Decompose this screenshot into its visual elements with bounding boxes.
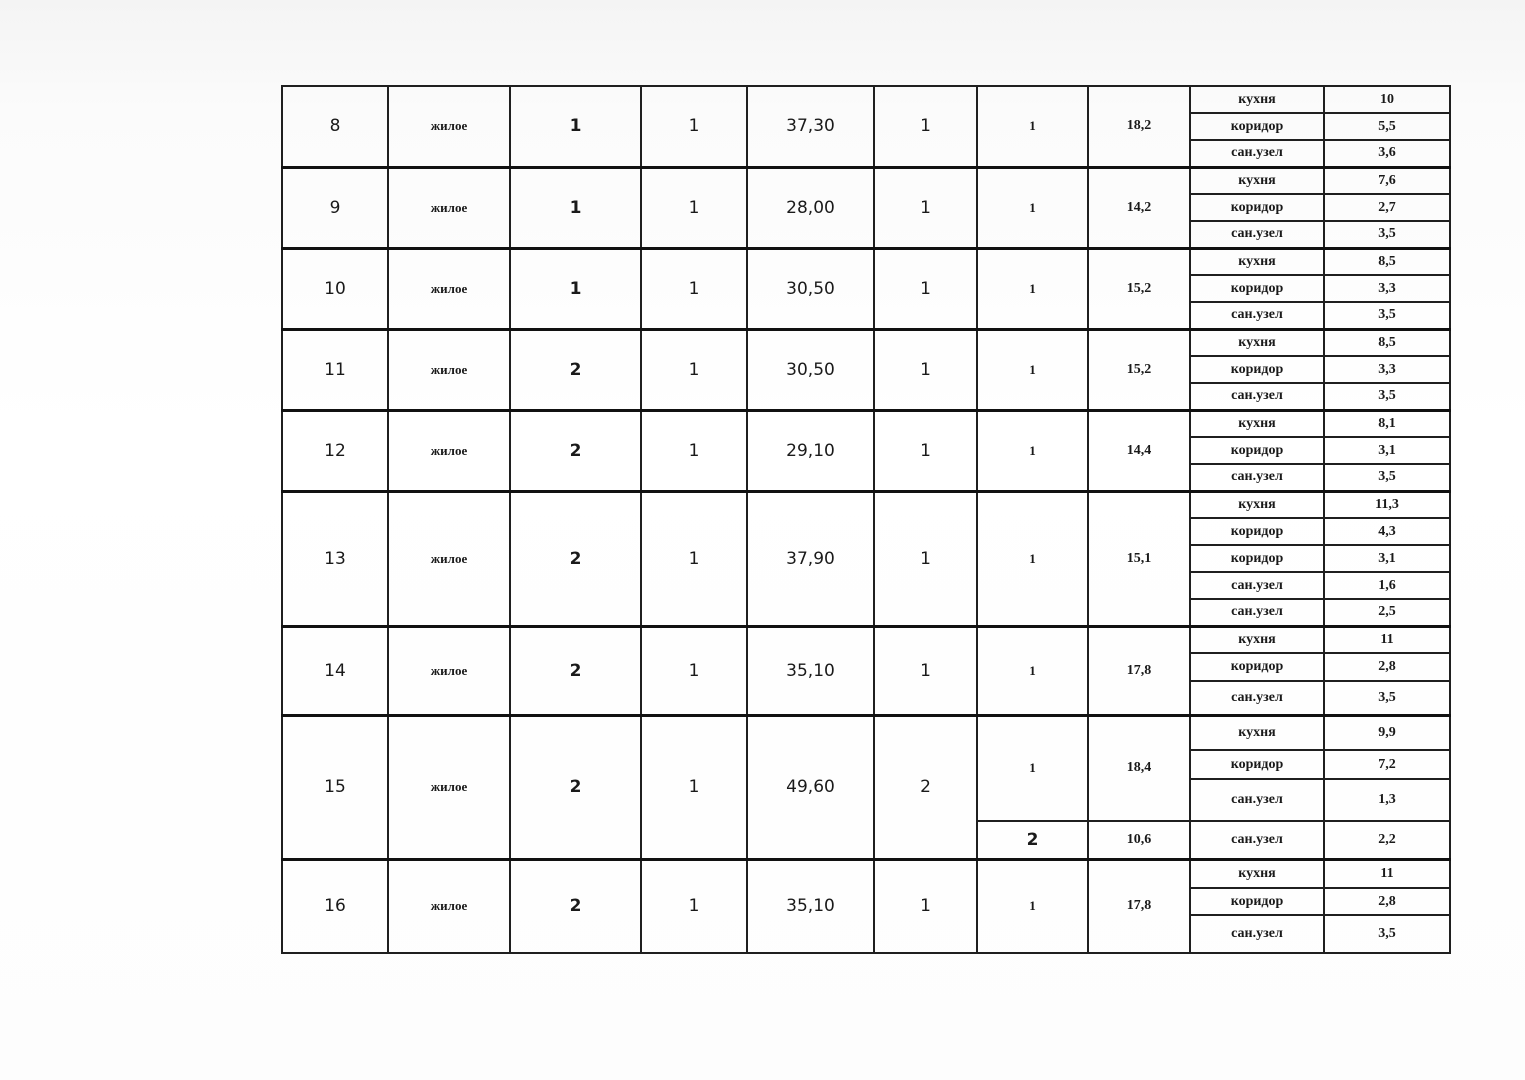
- aux-room-name: сан.узел: [1190, 915, 1324, 953]
- floor-value: 2: [510, 626, 641, 715]
- room-number-value: 1: [977, 167, 1088, 248]
- rooms-count-value: 1: [874, 248, 977, 329]
- entrance-value: 1: [641, 491, 747, 626]
- aux-room-area: 11: [1324, 859, 1450, 888]
- aux-room-name: сан.узел: [1190, 302, 1324, 329]
- aux-room-area: 3,5: [1324, 302, 1450, 329]
- aux-room-area: 2,5: [1324, 599, 1450, 626]
- premises-type: жилое: [388, 329, 510, 410]
- rooms-count-value: 1: [874, 410, 977, 491]
- aux-room-name: сан.узел: [1190, 464, 1324, 491]
- aux-room-area: 3,5: [1324, 221, 1450, 248]
- total-area-value: 35,10: [747, 859, 874, 953]
- aux-room-name: сан.узел: [1190, 140, 1324, 167]
- living-area-value: 18,2: [1088, 86, 1190, 167]
- rooms-count-value: 1: [874, 86, 977, 167]
- aux-room-area: 8,5: [1324, 248, 1450, 275]
- aux-room-area: 11,3: [1324, 491, 1450, 518]
- total-area-value: 30,50: [747, 329, 874, 410]
- aux-room-name: сан.узел: [1190, 779, 1324, 821]
- aux-room-area: 3,5: [1324, 915, 1450, 953]
- rooms-count-value: 1: [874, 491, 977, 626]
- aux-room-area: 9,9: [1324, 715, 1450, 750]
- apartment-number: 16: [282, 859, 388, 953]
- aux-room-name: сан.узел: [1190, 599, 1324, 626]
- apartment-number: 8: [282, 86, 388, 167]
- total-area-value: 29,10: [747, 410, 874, 491]
- aux-room-name: кухня: [1190, 329, 1324, 356]
- entrance-value: 1: [641, 167, 747, 248]
- living-area-value: 17,8: [1088, 859, 1190, 953]
- entrance-value: 1: [641, 86, 747, 167]
- aux-room-name: кухня: [1190, 248, 1324, 275]
- rooms-count-value: 1: [874, 859, 977, 953]
- room-number-value: 1: [977, 248, 1088, 329]
- total-area-value: 28,00: [747, 167, 874, 248]
- apartments-table: [281, 85, 1451, 954]
- total-area-value: 37,30: [747, 86, 874, 167]
- aux-room-name: кухня: [1190, 626, 1324, 653]
- aux-room-name: коридор: [1190, 888, 1324, 915]
- floor-value: 1: [510, 167, 641, 248]
- rooms-count-value: 1: [874, 626, 977, 715]
- room-number-value: 2: [977, 821, 1088, 859]
- aux-room-area: 4,3: [1324, 518, 1450, 545]
- apartment-number: 11: [282, 329, 388, 410]
- rooms-count-value: 1: [874, 329, 977, 410]
- aux-room-area: 1,3: [1324, 779, 1450, 821]
- floor-value: 2: [510, 329, 641, 410]
- aux-room-area: 8,5: [1324, 329, 1450, 356]
- living-area-value: 10,6: [1088, 821, 1190, 859]
- living-area-value: 15,2: [1088, 248, 1190, 329]
- room-number-value: 1: [977, 715, 1088, 821]
- living-area-value: 18,4: [1088, 715, 1190, 821]
- aux-room-name: коридор: [1190, 653, 1324, 681]
- aux-room-name: кухня: [1190, 410, 1324, 437]
- floor-value: 2: [510, 715, 641, 859]
- apartment-number: 14: [282, 626, 388, 715]
- rooms-count-value: 1: [874, 167, 977, 248]
- floor-value: 1: [510, 86, 641, 167]
- aux-room-area: 3,3: [1324, 356, 1450, 383]
- room-number-value: 1: [977, 329, 1088, 410]
- aux-room-name: коридор: [1190, 437, 1324, 464]
- entrance-value: 1: [641, 859, 747, 953]
- living-area-value: 14,2: [1088, 167, 1190, 248]
- living-area-value: 15,1: [1088, 491, 1190, 626]
- entrance-value: 1: [641, 329, 747, 410]
- aux-room-area: 7,6: [1324, 167, 1450, 194]
- aux-room-area: 3,1: [1324, 545, 1450, 572]
- aux-room-area: 1,6: [1324, 572, 1450, 599]
- room-number-value: 1: [977, 859, 1088, 953]
- aux-room-area: 7,2: [1324, 750, 1450, 779]
- premises-type: жилое: [388, 248, 510, 329]
- total-area-value: 35,10: [747, 626, 874, 715]
- aux-room-name: коридор: [1190, 750, 1324, 779]
- premises-type: жилое: [388, 86, 510, 167]
- apartment-number: 15: [282, 715, 388, 859]
- aux-room-name: коридор: [1190, 113, 1324, 140]
- living-area-value: 15,2: [1088, 329, 1190, 410]
- aux-room-area: 5,5: [1324, 113, 1450, 140]
- aux-room-area: 3,3: [1324, 275, 1450, 302]
- premises-type: жилое: [388, 491, 510, 626]
- total-area-value: 30,50: [747, 248, 874, 329]
- room-number-value: 1: [977, 626, 1088, 715]
- living-area-value: 14,4: [1088, 410, 1190, 491]
- entrance-value: 1: [641, 715, 747, 859]
- aux-room-area: 2,7: [1324, 194, 1450, 221]
- aux-room-name: коридор: [1190, 275, 1324, 302]
- aux-room-area: 3,5: [1324, 383, 1450, 410]
- aux-room-name: коридор: [1190, 545, 1324, 572]
- aux-room-name: кухня: [1190, 86, 1324, 113]
- apartment-number: 12: [282, 410, 388, 491]
- rooms-count-value: 2: [874, 715, 977, 859]
- premises-type: жилое: [388, 715, 510, 859]
- premises-type: жилое: [388, 859, 510, 953]
- aux-room-area: 8,1: [1324, 410, 1450, 437]
- aux-room-area: 3,5: [1324, 681, 1450, 715]
- apartment-number: 10: [282, 248, 388, 329]
- room-number-value: 1: [977, 86, 1088, 167]
- floor-value: 2: [510, 859, 641, 953]
- aux-room-area: 11: [1324, 626, 1450, 653]
- aux-room-name: кухня: [1190, 167, 1324, 194]
- aux-room-area: 2,8: [1324, 888, 1450, 915]
- aux-room-name: коридор: [1190, 518, 1324, 545]
- aux-room-name: кухня: [1190, 491, 1324, 518]
- aux-room-area: 3,6: [1324, 140, 1450, 167]
- aux-room-name: коридор: [1190, 194, 1324, 221]
- living-area-value: 17,8: [1088, 626, 1190, 715]
- premises-type: жилое: [388, 167, 510, 248]
- aux-room-name: сан.узел: [1190, 383, 1324, 410]
- floor-value: 2: [510, 491, 641, 626]
- apartment-number: 13: [282, 491, 388, 626]
- aux-room-area: 10: [1324, 86, 1450, 113]
- entrance-value: 1: [641, 626, 747, 715]
- total-area-value: 37,90: [747, 491, 874, 626]
- apartment-number: 9: [282, 167, 388, 248]
- aux-room-name: сан.узел: [1190, 221, 1324, 248]
- floor-value: 1: [510, 248, 641, 329]
- aux-room-name: сан.узел: [1190, 681, 1324, 715]
- entrance-value: 1: [641, 248, 747, 329]
- aux-room-name: сан.узел: [1190, 572, 1324, 599]
- entrance-value: 1: [641, 410, 747, 491]
- aux-room-area: 2,8: [1324, 653, 1450, 681]
- aux-room-name: кухня: [1190, 715, 1324, 750]
- aux-room-name: кухня: [1190, 859, 1324, 888]
- room-number-value: 1: [977, 410, 1088, 491]
- room-number-value: 1: [977, 491, 1088, 626]
- aux-room-area: 3,5: [1324, 464, 1450, 491]
- premises-type: жилое: [388, 626, 510, 715]
- total-area-value: 49,60: [747, 715, 874, 859]
- aux-room-name: коридор: [1190, 356, 1324, 383]
- aux-room-name: сан.узел: [1190, 821, 1324, 859]
- aux-room-area: 3,1: [1324, 437, 1450, 464]
- floor-value: 2: [510, 410, 641, 491]
- aux-room-area: 2,2: [1324, 821, 1450, 859]
- premises-type: жилое: [388, 410, 510, 491]
